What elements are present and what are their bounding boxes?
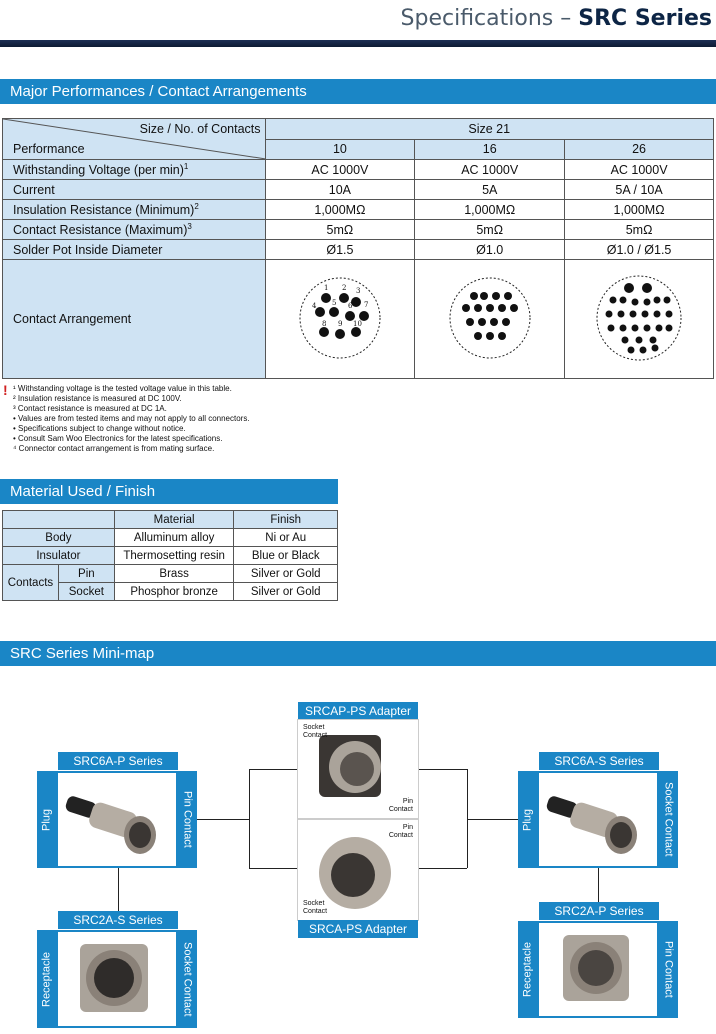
contact-arrangement-10 [265,260,415,379]
table-row: Body Alluminum alloy Ni or Au [3,529,338,547]
receptacle-connector-icon [539,923,657,1016]
src6ap-label: SRC6A-P Series [58,752,178,770]
cell: 10A [265,180,415,200]
header-bar [0,40,716,47]
section-title-performance: Major Performances / Contact Arrangements [0,79,716,104]
cell: Ø1.0 [415,240,565,260]
column-header: Material [114,511,234,529]
material-table [2,510,338,601]
src6as-label: SRC6A-S Series [539,752,659,770]
src6as-right-tag: Socket Contact [659,771,678,868]
connector-line [418,769,467,770]
cell: Ø1.5 [265,240,415,260]
svg-text:3: 3 [355,286,361,295]
row-label: Current [13,182,55,197]
src2as-image [56,930,178,1028]
plug-connector-icon [58,773,176,866]
plug-connector-icon [539,773,657,866]
cell: 5mΩ [415,220,565,240]
connector-line [249,769,298,770]
table-row: Withstanding Voltage (per min)$^1$ AC 1000V AC 1000V AC 1000V [3,160,714,180]
src2as-right-tag: Socket Contact [178,930,197,1028]
connector-line [418,868,467,869]
footnote: • Values are from tested items and may not apply to all connectors. [13,414,250,423]
svg-text:7: 7 [363,300,369,309]
table-row [3,240,714,260]
footnote: ⁴ Connector contact arrangement is from mating surface. [13,444,215,453]
src2as-left-tag: Receptacle [37,930,56,1028]
cell: AC 1000V [265,160,415,180]
row-label: Solder Pot Inside Diameter [13,242,163,257]
connector-line [249,868,298,869]
svg-text:5: 5 [331,298,337,307]
contact-arrangement-16 [415,260,565,379]
contacts-header: 10 [265,139,415,160]
contacts-header: 26 [565,139,714,160]
cell: AC 1000V [565,160,714,180]
corner-cell [3,119,266,160]
page-title: Specifications – SRC Series [400,6,712,31]
footnote: • Consult Sam Woo Electronics for the latest specifications. [13,434,223,443]
cell: 5mΩ [265,220,415,240]
svg-text:4: 4 [311,301,317,310]
svg-text:2: 2 [341,283,347,292]
cell: Ø1.0 / Ø1.5 [565,240,714,260]
srcap-label: SRCAP-PS Adapter [298,702,418,720]
connector-line [197,819,249,820]
src2ap-left-tag: Receptacle [518,921,537,1018]
section-title-material: Material Used / Finish [0,479,338,504]
svg-text:9: 9 [337,319,343,328]
footnote: • Specifications subject to change without notice. [13,424,186,433]
table-row [3,260,714,379]
table-row: Insulation Resistance (Minimum)$^2$ 1,000MΩ 1,000MΩ 1,000MΩ [3,200,714,220]
row-label: Contact Resistance (Maximum) [13,223,188,238]
cell: 5A / 10A [565,180,714,200]
src6ap-right-tag: Pin Contact [178,771,197,868]
cell: 1,000MΩ [565,200,714,220]
row-label: Withstanding Voltage (per min) [13,163,184,178]
row-label: Contact Arrangement [3,260,266,379]
src6ap-left-tag: Plug [37,771,56,868]
table-row: Socket Phosphor bronze Silver or Gold [3,583,338,601]
contacts-header: 16 [415,139,565,160]
footnote: ¹ Withstanding voltage is the tested voltage value in this table. [13,384,232,393]
corner-bottom-label: Performance [13,142,85,156]
connector-line [467,819,518,820]
footnote: ³ Contact resistance is measured at DC 1A. [13,404,167,413]
src6ap-image [56,771,178,868]
empty-header [3,511,115,529]
cell: AC 1000V [415,160,565,180]
size-header: Size 21 [265,119,714,140]
contact-arrangement-26 [565,260,714,379]
src6as-image [537,771,659,868]
connector-16-pin-diagram [448,276,532,360]
corner-top-label: Size / No. of Contacts [139,122,261,136]
srca-top-note: Pin Contact [388,824,413,839]
performance-table [2,118,714,379]
alert-icon: ! [3,382,8,398]
table-row: Contacts Pin Brass Silver or Gold [3,565,338,583]
src2ap-image [537,921,659,1018]
row-label: Insulation Resistance (Minimum) [13,203,195,218]
footnotes [13,384,413,454]
table-row [3,180,714,200]
connector-26-pin-diagram [595,274,683,362]
table-row: Contact Resistance (Maximum)$^3$ 5mΩ 5mΩ 5mΩ [3,220,714,240]
table-row: Insulator Thermosetting resin Blue or Black [3,547,338,565]
connector-line [249,769,250,868]
srca-bottom-note: Socket Contact [303,900,328,915]
srca-label: SRCA-PS Adapter [298,920,418,938]
svg-text:10: 10 [352,319,362,328]
cell: 1,000MΩ [265,200,415,220]
srcap-image [298,720,418,818]
cell: 1,000MΩ [415,200,565,220]
column-header: Finish [234,511,338,529]
section-title-minimap: SRC Series Mini-map [0,641,716,666]
svg-text:6: 6 [347,301,353,310]
srcap-bottom-note: Pin Contact [388,798,413,813]
footnote: ² Insulation resistance is measured at DC 100V. [13,394,182,403]
receptacle-connector-icon [58,932,176,1026]
connector-line [118,868,119,911]
src2as-label: SRC2A-S Series [58,911,178,929]
src2ap-label: SRC2A-P Series [539,902,659,920]
connector-line [598,868,599,902]
srca-image [298,820,418,920]
cell: 5mΩ [565,220,714,240]
srcap-top-note: Socket Contact [303,724,328,739]
svg-text:1: 1 [323,283,329,292]
svg-text:8: 8 [321,319,327,328]
src6as-left-tag: Plug [518,771,537,868]
connector-10-pin-diagram [298,276,382,360]
cell: 5A [415,180,565,200]
src2ap-right-tag: Pin Contact [659,921,678,1018]
